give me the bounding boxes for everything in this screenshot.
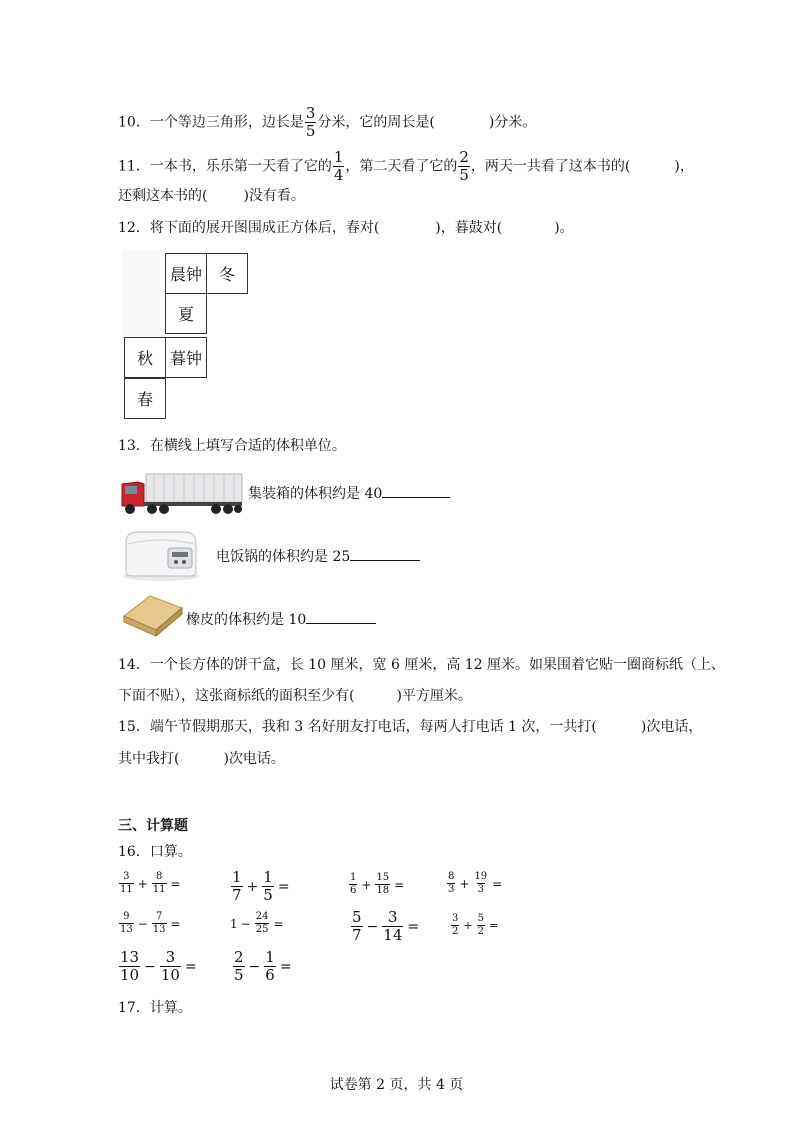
fraction: $\frac{2}{5}$ xyxy=(459,148,469,184)
question-11-line2: 还剩这本书的( )没有看。 xyxy=(118,188,305,204)
calc-item: $\frac{5}{7}$ − $\frac{3}{14}$ = xyxy=(352,908,420,944)
calc-item: $\frac{9}{13}$ − $\frac{7}{13}$ = xyxy=(120,911,181,935)
calc-item: $\frac{13}{10}$ − $\frac{3}{10}$ = xyxy=(120,948,197,984)
net-cell-xia: 夏 xyxy=(165,293,207,334)
question-16: 16．口算。 xyxy=(118,844,192,860)
question-15: 15．端午节假期那天，我和 3 名好朋友打电话，每两人打电话 1 次，一共打( )次电话， xyxy=(118,719,703,735)
fraction: $\frac{3}{5}$ xyxy=(305,104,316,140)
question-13-cooker: 电饭锅的体积约是 25 xyxy=(216,546,420,567)
question-14-line2: 下面不贴），这张商标纸的面积至少有( )平方厘米。 xyxy=(118,688,472,704)
calc-item: $\frac{1}{7}$ + $\frac{1}{5}$ = xyxy=(232,868,290,904)
question-17: 17．计算。 xyxy=(118,1000,192,1016)
cube-net xyxy=(122,250,252,420)
net-shadow xyxy=(122,250,166,338)
net-cell-chenzhong: 晨钟 xyxy=(165,253,207,294)
section-title: 三、计算题 xyxy=(118,818,188,834)
net-cell-dong: 冬 xyxy=(206,253,248,294)
calc-item: 1 − $\frac{24}{25}$ = xyxy=(230,911,284,935)
net-cell-qiu: 秋 xyxy=(124,337,166,378)
question-10: 10．一个等边三角形，边长是 $\frac{3}{5}$ 分米，它的周长是( )分米。 xyxy=(118,104,537,140)
question-13-container: 集装箱的体积约是 40 xyxy=(248,483,450,504)
answer-blank[interactable] xyxy=(306,609,376,624)
question-11: 11．一本书，乐乐第一天看了它的 $\frac{1}{4}$ ，第二天看了它的 $\frac{2}{5}$ ，两天一共看了这本书的( )， xyxy=(118,148,694,184)
eraser-icon xyxy=(120,590,186,640)
calc-item: $\frac{2}{5}$ − $\frac{1}{6}$ = xyxy=(234,948,292,984)
net-cell-mugu: 暮钟 xyxy=(165,337,207,378)
net-cell-chun: 春 xyxy=(124,378,166,419)
question-14: 14．一个长方体的饼干盒，长 10 厘米，宽 6 厘米，高 12 厘米。如果围着它贴一圈商标纸（上、 xyxy=(118,657,726,673)
question-15-line2: 其中我打( )次电话。 xyxy=(118,751,285,767)
page-footer: 试卷第 2 页，共 4 页 xyxy=(329,1077,464,1093)
calc-item: $\frac{3}{2}$ + $\frac{5}{2}$ = xyxy=(452,913,499,937)
calc-item: $\frac{8}{3}$ + $\frac{19}{3}$ = xyxy=(448,871,503,895)
question-13: 13．在横线上填写合适的体积单位。 xyxy=(118,438,346,454)
question-13-eraser: 橡皮的体积约是 10 xyxy=(186,609,376,630)
calc-item: $\frac{3}{11}$ + $\frac{8}{11}$ = xyxy=(120,871,181,895)
rice-cooker-icon xyxy=(120,526,202,582)
truck-icon xyxy=(118,470,246,516)
question-12: 12．将下面的展开图围成正方体后，春对( )，暮鼓对( )。 xyxy=(118,220,574,236)
fraction: $\frac{1}{4}$ xyxy=(333,148,344,184)
answer-blank[interactable] xyxy=(382,483,450,498)
answer-blank[interactable] xyxy=(350,546,420,561)
calc-item: $\frac{1}{6}$ + $\frac{15}{18}$ = xyxy=(350,872,405,896)
